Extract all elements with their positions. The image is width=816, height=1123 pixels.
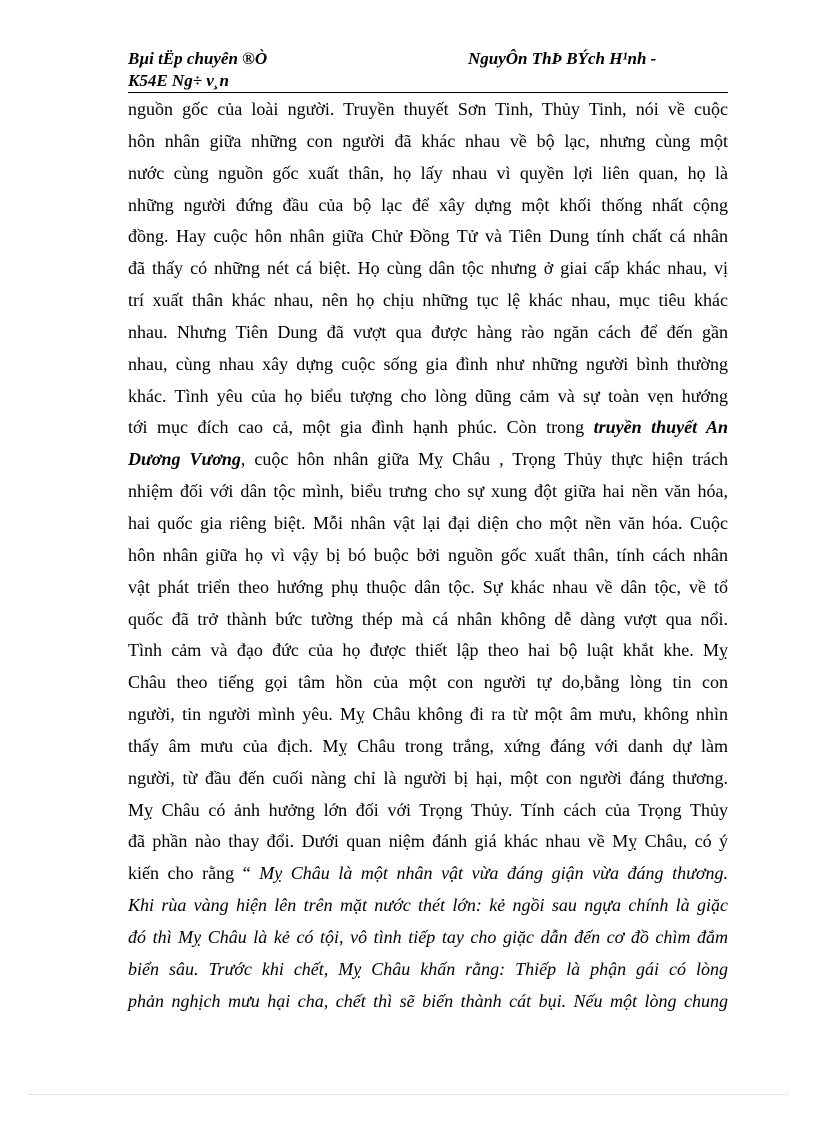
text-segment: đã phần nào thay đổi. Dưới quan niệm đánh giá khác nhau về Mỵ Châu, có ý <box>128 831 728 852</box>
emphasized-text: Khi rùa vàng hiện lên trên mặt nước thét lớn: kẻ ngồi sau ngựa chính là giặc <box>128 895 728 916</box>
text-segment: nước cùng nguồn gốc xuất thân, họ lấy nhau vì quyền lợi liên quan, họ là <box>128 162 728 183</box>
body-paragraph <box>128 94 728 1017</box>
emphasized-text: truyền thuyết An <box>593 417 728 438</box>
text-line <box>128 158 728 190</box>
text-line <box>128 476 728 508</box>
text-line <box>128 540 728 572</box>
text-segment: những người đứng đầu của bộ lạc để xây dựng một khối thống nhất cộng <box>128 194 728 215</box>
text-line <box>128 349 728 381</box>
text-line <box>128 986 728 1018</box>
text-segment: người, từ đầu đến cuối nàng chỉ là người bị hại, một con người đáng thương. <box>128 767 728 788</box>
text-line <box>128 412 728 444</box>
text-line <box>128 826 728 858</box>
text-segment: khác. Tình yêu của họ biểu tượng cho lòng dũng cảm và sự toàn vẹn hướng <box>128 385 728 406</box>
text-segment: trí xuất thân khác nhau, nên họ chịu những tục lệ khác nhau, mục tiêu khác <box>128 290 728 311</box>
text-line <box>128 94 728 126</box>
text-segment: Mỵ Châu có ảnh hưởng lớn đối với Trọng Thủy. Tính cách của Trọng Thủy <box>128 799 728 820</box>
text-line <box>128 922 728 954</box>
header-course-title: Bµi tËp chuyên ®Ò <box>128 49 268 68</box>
emphasized-text: Mỵ Châu là một nhân vật vừa đáng giận vừa đáng thương. <box>259 863 728 884</box>
text-line <box>128 635 728 667</box>
text-segment: quốc đã trở thành bức tường thép mà cá nhân không dễ dàng vượt qua nổi. <box>128 608 728 629</box>
text-segment: Tình cảm và đạo đức của họ được thiết lập theo hai bộ luật khắt khe. Mỵ <box>128 640 728 661</box>
text-segment: nhau. Nhưng Tiên Dung đã vượt qua được hàng rào ngăn cách để đến gần <box>128 321 728 342</box>
text-line <box>128 381 728 413</box>
text-segment: nhiệm đối với dân tộc mình, biểu trưng cho sự xung đột giữa hai nền văn hóa, <box>128 481 728 502</box>
page-bottom-border <box>28 1094 788 1095</box>
text-segment: đã thấy có những nét cá biệt. Họ cùng dân tộc nhưng ở giai cấp khác nhau, vị <box>128 258 728 279</box>
text-segment: tới mục đích cao cả, một gia đình hạnh phúc. Còn trong <box>128 417 594 438</box>
text-segment: Châu theo tiếng gọi tâm hồn của một con người tự do,bằng lòng tin con <box>128 672 728 693</box>
text-line <box>128 731 728 763</box>
text-segment: hôn nhân giữa những con người đã khác nhau về bộ lạc, nhưng cùng một <box>128 130 728 151</box>
text-segment: đồng. Hay cuộc hôn nhân giữa Chử Đồng Tử và Tiên Dung tính chất cá nhân <box>128 226 728 247</box>
emphasized-text: biển sâu. Trước khi chết, Mỵ Châu khấn rằng: Thiếp là phận gái có lòng <box>128 958 728 979</box>
text-line <box>128 954 728 986</box>
text-segment: vật phát triển theo hướng phụ thuộc dân tộc. Sự khác nhau về dân tộc, về tổ <box>128 576 728 597</box>
text-line <box>128 572 728 604</box>
text-line <box>128 126 728 158</box>
text-line <box>128 221 728 253</box>
text-segment: nguồn gốc của loài người. Truyền thuyết Sơn Tinh, Thủy Tinh, nói về cuộc <box>128 99 728 119</box>
text-line <box>128 858 728 890</box>
text-segment: hai quốc gia riêng biệt. Mỗi nhân vật lại đại diện cho một nền văn hóa. Cuộc <box>128 512 728 533</box>
text-line <box>128 508 728 540</box>
header-class-name: K54E Ng÷ v¸n <box>128 71 229 90</box>
text-line <box>128 285 728 317</box>
text-line <box>128 890 728 922</box>
text-segment: , cuộc hôn nhân giữa Mỵ Châu , Trọng Thủy thực hiện trách <box>240 449 729 470</box>
header-divider <box>128 92 728 93</box>
text-line <box>128 253 728 285</box>
text-segment: nhau, cùng nhau xây dựng cuộc sống gia đình như những người bình thường <box>128 353 728 374</box>
text-segment: hôn nhân giữa họ vì vậy bị bó buộc bởi nguồn gốc xuất thân, tính cách nhân <box>128 544 728 565</box>
text-line <box>128 667 728 699</box>
text-line <box>128 444 728 476</box>
text-line <box>128 190 728 222</box>
text-segment: kiến cho rằng “ <box>128 863 260 884</box>
text-segment: người, tin người mình yêu. Mỵ Châu không đi ra từ một âm mưu, không nhìn <box>128 704 728 725</box>
emphasized-text: đó thì Mỵ Châu là kẻ có tội, vô tình tiếp tay cho giặc dẫn đến cơ đồ chìm đắm <box>128 926 728 947</box>
emphasized-text: phản nghịch mưu hại cha, chết thì sẽ biến thành cát bụi. Nếu một lòng chung <box>128 990 728 1011</box>
text-line <box>128 763 728 795</box>
text-line <box>128 604 728 636</box>
text-line <box>128 699 728 731</box>
header-author-name: NguyÔn ThÞ BÝch H¹nh - <box>468 49 657 68</box>
text-line <box>128 795 728 827</box>
emphasized-text: Dương Vương <box>128 449 241 470</box>
text-line <box>128 317 728 349</box>
text-segment: thấy âm mưu của địch. Mỵ Châu trong trắng, xứng đáng với danh dự làm <box>128 735 728 756</box>
